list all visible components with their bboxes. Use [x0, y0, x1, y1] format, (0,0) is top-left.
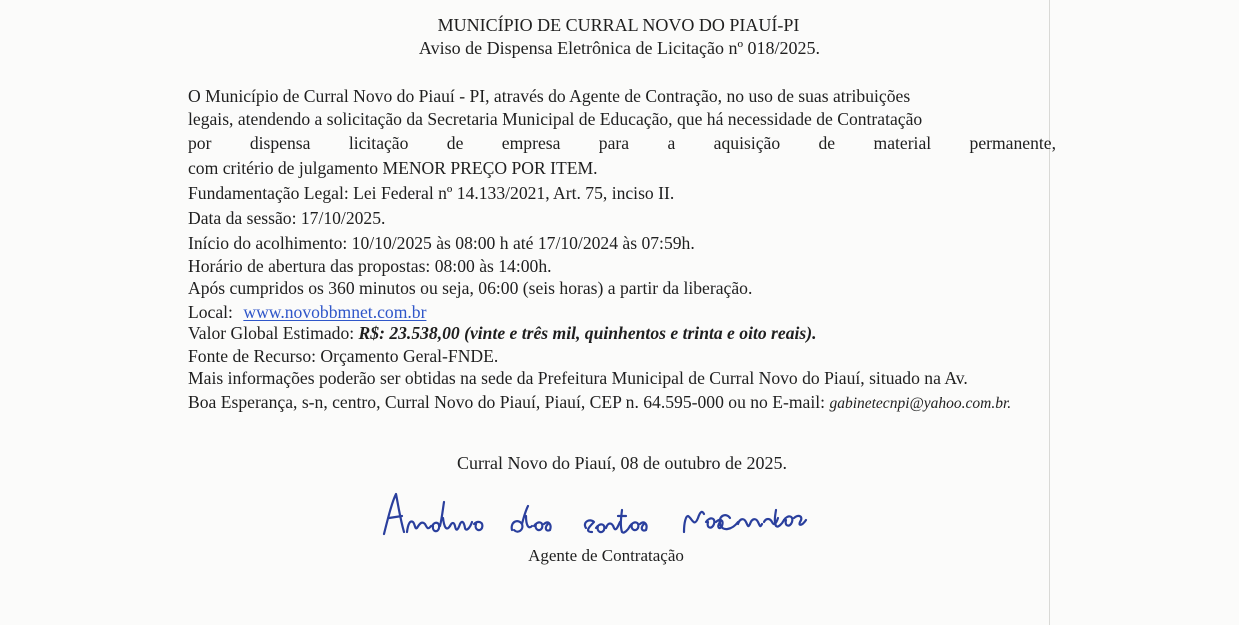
estimated-value-row: [188, 322, 816, 344]
info-line-2: Boa Esperança, s-n, centro, Curral Novo do Piauí, Piauí, CEP n. 64.595-000 ou no E-mail:: [188, 392, 826, 412]
location-row: [188, 301, 426, 323]
location-label: Local:: [188, 302, 233, 322]
place-date: Curral Novo do Piauí, 08 de outubro de 2025.: [457, 453, 787, 473]
estimated-value-label: Valor Global Estimado:: [188, 323, 355, 343]
location-link[interactable]: www.novobbmnet.com.br: [243, 302, 427, 322]
municipality-title: MUNICÍPIO DE CURRAL NOVO DO PIAUÍ-PI: [437, 15, 800, 35]
info-line-1: Mais informações poderão ser obtidas na sede da Prefeitura Municipal de Curral Novo do Piauí, situado na Av.: [188, 368, 968, 388]
intro-line-2: legais, atendendo a solicitação da Secretaria Municipal de Educação, que há necessidade de Contratação: [188, 109, 923, 129]
notice-subtitle: Aviso de Dispensa Eletrônica de Licitação nº 018/2025.: [418, 38, 821, 58]
opening-hours: Horário de abertura das propostas: 08:00 às 14:00h.: [188, 256, 552, 276]
estimated-value-amount: R$: 23.538,00 (vinte e três mil, quinhentos e trinta e oito reais).: [358, 323, 817, 343]
reception-period: Início do acolhimento: 10/10/2025 às 08:00 h até 17/10/2024 às 07:59h.: [188, 233, 695, 253]
contact-email[interactable]: gabinetecnpi@yahoo.com.br.: [829, 395, 1012, 412]
intro-line-3: por dispensa licitação de empresa para a aquisição de material permanente,: [188, 133, 1056, 153]
signer-role: Agente de Contratação: [528, 546, 684, 565]
intro-line-4: com critério de julgamento MENOR PREÇO POR ITEM.: [188, 158, 598, 178]
after-minutes: Após cumpridos os 360 minutos ou seja, 06:00 (seis horas) a partir da liberação.: [188, 278, 753, 298]
intro-line-1: O Município de Curral Novo do Piauí - PI, através do Agente de Contração, no uso de suas atribuições: [188, 86, 911, 106]
info-line-2-row: [188, 391, 1011, 415]
page-edge-line: [1049, 0, 1050, 625]
legal-basis: Fundamentação Legal: Lei Federal nº 14.133/2021, Art. 75, inciso II.: [188, 183, 675, 203]
handwritten-signature: [380, 488, 860, 540]
session-date: Data da sessão: 17/10/2025.: [188, 208, 386, 228]
funding-source: Fonte de Recurso: Orçamento Geral-FNDE.: [188, 346, 499, 366]
